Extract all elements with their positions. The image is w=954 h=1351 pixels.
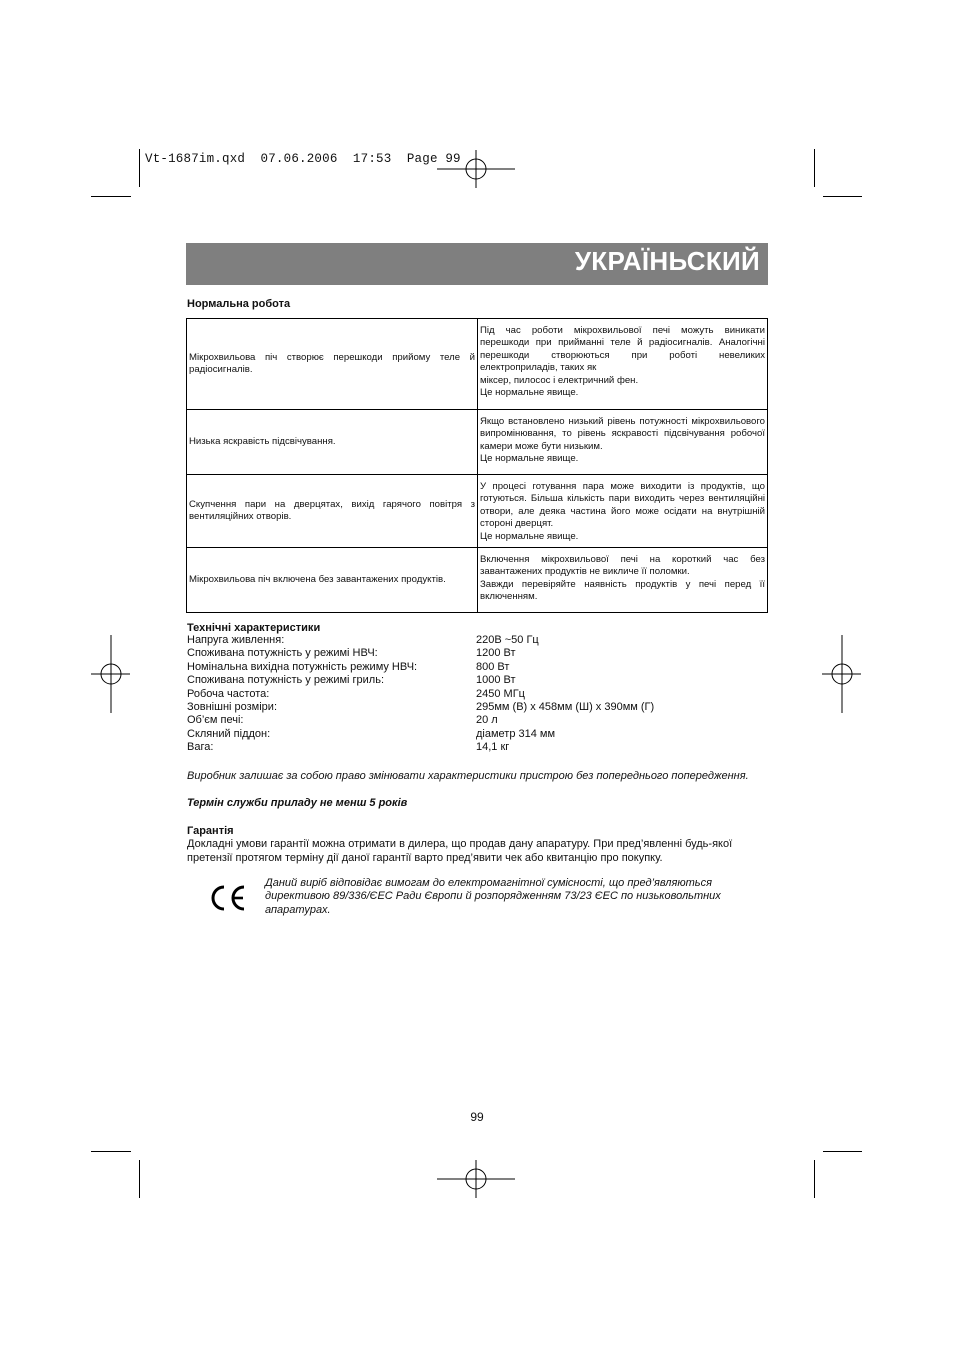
table-row [187, 475, 768, 548]
spec-value: 1200 Вт [476, 647, 516, 660]
explanation-text: Завжди перевіряйте наявність продуктів у печі перед її включенням. [480, 578, 765, 603]
symptom-cell: Скупчення пари на дверцятах, вихід гарячого повітря з вентиляційних отворів. [187, 475, 478, 548]
section-heading-normal-work: Нормальна робота [187, 298, 291, 310]
symptom-cell: Низька яскравість підсвічування. [187, 410, 478, 475]
spec-row [187, 701, 768, 714]
explanation-text: Це нормальне явище. [480, 387, 579, 399]
registration-mark-left [90, 634, 132, 714]
service-life-note: Термін служби приладу не менш 5 років [187, 797, 408, 809]
specs-list [187, 634, 768, 755]
spec-label: Номінальна вихідна потужність режиму НВЧ: [187, 660, 418, 673]
spec-row [187, 728, 768, 741]
ce-compliance-text: Даний виріб відповідає вимогам до електромагнітної сумісності, що пред’являються директивою 89/336/ЄЕС Ради Європи й розпорядженням 73/23 ЄЕС по низьковольтних апаратурах. [265, 877, 721, 916]
spec-value: 14,1 кг [476, 741, 510, 754]
crop-mark [91, 1151, 131, 1152]
spec-value: 2450 МГц [476, 687, 525, 700]
spec-row [187, 674, 768, 687]
spec-label: Споживана потужність у режимі гриль: [187, 674, 385, 687]
spec-value: 1000 Вт [476, 674, 516, 687]
registration-mark-bottom [437, 1158, 517, 1200]
crop-mark [823, 196, 862, 197]
section-heading-specs: Технічні характеристики [187, 622, 321, 634]
table-row [187, 319, 768, 410]
explanation-cell [478, 548, 768, 613]
spec-label: Зовнішні розміри: [187, 701, 278, 714]
spec-value: діаметр 314 мм [476, 727, 556, 740]
spec-row [187, 647, 768, 660]
page-number: 99 [470, 1110, 484, 1124]
spec-value: 220В ~50 Гц [476, 634, 539, 646]
spec-value: 295мм (В) х 458мм (Ш) х 390мм (Г) [476, 701, 655, 714]
spec-value: 800 Вт [476, 660, 510, 673]
warranty-heading: Гарантія [187, 825, 234, 837]
crop-mark [139, 149, 140, 187]
explanation-cell [478, 410, 768, 475]
spec-label: Об’єм печі: [187, 714, 244, 727]
registration-mark-right [821, 634, 863, 714]
language-banner [186, 243, 768, 285]
explanation-text: міксер, пилосос і електричний фен. [480, 374, 639, 386]
spec-label: Споживана потужність у режимі НВЧ: [187, 647, 378, 660]
explanation-text: Включення мікрохвильової печі на короткий час без завантажених продуктів не викличе її поломки. [480, 554, 765, 578]
table-row [187, 410, 768, 475]
spec-label: Скляний піддон: [187, 727, 271, 740]
crop-mark [823, 1151, 862, 1152]
explanation-cell [478, 319, 768, 410]
explanation-text: Якщо встановлено низький рівень потужності мікрохвильового випромінювання, то рівень яскравості підсвічування робочої камери може бути низьким. [480, 416, 765, 452]
crop-mark [91, 196, 131, 197]
spec-label: Напруга живлення: [187, 634, 285, 646]
registration-mark-top [437, 148, 517, 190]
ce-mark-icon [208, 884, 248, 912]
spec-row [187, 688, 768, 701]
banner-title: УКРАЇНЬСКИЙ [574, 246, 760, 276]
spec-row [187, 634, 768, 647]
spec-row [187, 661, 768, 674]
explanation-text: Це нормальне явище. [480, 453, 579, 465]
symptom-cell: Мікрохвильова піч створює перешкоди прийому теле й радіосигналів. [187, 319, 478, 410]
warranty-text: Докладні умови гарантії можна отримати в дилера, що продав дану апаратуру. При пред’явленні будь-якої претензії протягом терміну дії даної гарантії варто пред’явити чек або квитанцію про покупку. [187, 838, 733, 864]
table-row [187, 548, 768, 613]
explanation-text: Під час роботи мікрохвильової печі можуть виникати перешкоди при прийманні теле й радіосигналів. Аналогічні перешкоди створюються при роботі невеликих електроприладів, таких як [480, 325, 765, 374]
print-slug: Vt-1687im.qxd 07.06.2006 17:53 Page 99 [145, 152, 461, 166]
explanation-cell [478, 475, 768, 548]
spec-value: 20 л [476, 714, 498, 727]
manufacturer-note: Виробник залишає за собою право змінювати характеристики пристрою без попереднього попередження. [187, 770, 749, 782]
crop-mark [814, 1160, 815, 1198]
explanation-text: У процесі готування пара може виходити із продуктів, що готуються. Більша кількість пари виходить через вентиляційні отвори, але деяка частина його може осідати на внутрішній стороні дверцят. [480, 481, 765, 530]
explanation-text: Це нормальне явище. [480, 530, 579, 542]
crop-mark [814, 149, 815, 187]
symptom-cell: Мікрохвильова піч включена без завантажених продуктів. [187, 548, 478, 613]
normal-work-table [186, 318, 768, 613]
spec-label: Робоча частота: [187, 687, 270, 700]
crop-mark [139, 1160, 140, 1198]
spec-row [187, 741, 768, 754]
spec-row [187, 714, 768, 727]
spec-label: Вага: [187, 741, 214, 754]
